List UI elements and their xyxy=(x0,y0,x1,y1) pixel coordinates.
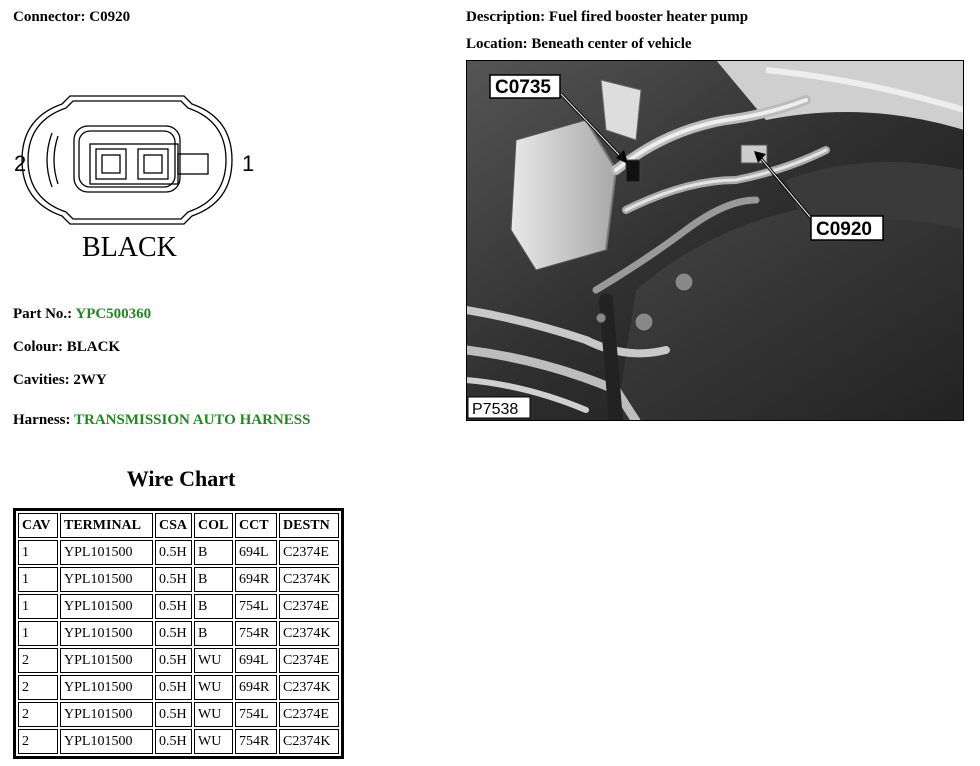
harness-line xyxy=(13,411,310,429)
cell-destn: C2374E xyxy=(279,648,339,673)
cell-csa: 0.5H xyxy=(155,567,192,592)
location-photo xyxy=(466,60,964,421)
col-header-col: COL xyxy=(194,513,233,538)
wire-chart-row xyxy=(18,621,339,646)
cell-col: WU xyxy=(194,675,233,700)
wire-chart-row xyxy=(18,540,339,565)
cell-cav: 1 xyxy=(18,594,58,619)
pin-1-number: 1 xyxy=(242,151,255,176)
harness-link[interactable]: TRANSMISSION AUTO HARNESS xyxy=(73,412,311,428)
wire-chart-row xyxy=(18,729,339,754)
col-header-terminal: TERMINAL xyxy=(60,513,153,538)
cell-csa: 0.5H xyxy=(155,648,192,673)
part-no-line xyxy=(13,305,151,323)
col-header-destn: DESTN xyxy=(279,513,339,538)
description-label: Description: xyxy=(466,9,546,25)
location-value: Beneath center of vehicle xyxy=(531,36,692,52)
colour-value: BLACK xyxy=(66,339,121,355)
callout-c0920: C0920 xyxy=(816,219,872,240)
cavities-value: 2WY xyxy=(73,372,107,388)
cell-terminal: YPL101500 xyxy=(60,594,153,619)
cell-terminal: YPL101500 xyxy=(60,675,153,700)
cell-cav: 2 xyxy=(18,675,58,700)
cell-terminal: YPL101500 xyxy=(60,540,153,565)
cell-terminal: YPL101500 xyxy=(60,648,153,673)
cell-col: WU xyxy=(194,648,233,673)
cell-cct: 754L xyxy=(235,702,277,727)
cell-cct: 694L xyxy=(235,648,277,673)
cell-terminal: YPL101500 xyxy=(60,621,153,646)
wire-chart-row xyxy=(18,675,339,700)
cell-destn: C2374E xyxy=(279,702,339,727)
cell-cct: 694R xyxy=(235,567,277,592)
cell-col: B xyxy=(194,621,233,646)
cell-cct: 754R xyxy=(235,729,277,754)
cell-cav: 1 xyxy=(18,567,58,592)
description-value: Fuel fired booster heater pump xyxy=(548,9,749,25)
cell-terminal: YPL101500 xyxy=(60,729,153,754)
location-line xyxy=(466,35,692,53)
pin-2-number: 2 xyxy=(14,151,27,176)
connector-color-label: BLACK xyxy=(82,232,177,263)
part-no-link[interactable]: YPC500360 xyxy=(75,306,152,322)
cavities-label: Cavities: xyxy=(13,372,70,388)
cell-destn: C2374E xyxy=(279,540,339,565)
cell-terminal: YPL101500 xyxy=(60,567,153,592)
cell-csa: 0.5H xyxy=(155,540,192,565)
colour-label: Colour: xyxy=(13,339,63,355)
cell-cav: 2 xyxy=(18,702,58,727)
wire-chart-row xyxy=(18,594,339,619)
wire-chart-row xyxy=(18,567,339,592)
wire-chart-row xyxy=(18,648,339,673)
cell-csa: 0.5H xyxy=(155,675,192,700)
callout-c0735: C0735 xyxy=(495,77,551,98)
photo-ref-number: P7538 xyxy=(472,401,519,418)
cell-csa: 0.5H xyxy=(155,594,192,619)
cell-csa: 0.5H xyxy=(155,702,192,727)
wire-chart-title: Wire Chart xyxy=(126,466,236,491)
col-header-csa: CSA xyxy=(155,513,192,538)
cell-cct: 694R xyxy=(235,675,277,700)
cell-csa: 0.5H xyxy=(155,621,192,646)
wire-chart-row xyxy=(18,702,339,727)
cavities-line xyxy=(13,371,107,389)
harness-label: Harness: xyxy=(13,412,71,428)
connector-value: C0920 xyxy=(89,9,131,25)
cell-col: WU xyxy=(194,729,233,754)
description-line xyxy=(466,8,748,26)
part-no-label: Part No.: xyxy=(13,306,73,322)
col-header-cct: CCT xyxy=(235,513,277,538)
cell-cct: 694L xyxy=(235,540,277,565)
cell-cct: 754L xyxy=(235,594,277,619)
connector-face-diagram xyxy=(12,88,262,263)
cell-destn: C2374K xyxy=(279,621,339,646)
cell-cav: 1 xyxy=(18,621,58,646)
cell-cav: 1 xyxy=(18,540,58,565)
cell-destn: C2374K xyxy=(279,567,339,592)
cell-destn: C2374E xyxy=(279,594,339,619)
wire-chart-header-row xyxy=(18,513,339,538)
cell-terminal: YPL101500 xyxy=(60,702,153,727)
connector-label: Connector: xyxy=(13,9,86,25)
cell-col: WU xyxy=(194,702,233,727)
wire-chart-table xyxy=(13,508,344,759)
colour-line xyxy=(13,338,120,356)
cell-col: B xyxy=(194,594,233,619)
connector-line xyxy=(13,8,130,26)
cell-cav: 2 xyxy=(18,648,58,673)
cell-cct: 754R xyxy=(235,621,277,646)
cell-destn: C2374K xyxy=(279,729,339,754)
cell-csa: 0.5H xyxy=(155,729,192,754)
cell-destn: C2374K xyxy=(279,675,339,700)
cell-col: B xyxy=(194,567,233,592)
cell-col: B xyxy=(194,540,233,565)
col-header-cav: CAV xyxy=(18,513,58,538)
location-label: Location: xyxy=(466,36,528,52)
cell-cav: 2 xyxy=(18,729,58,754)
